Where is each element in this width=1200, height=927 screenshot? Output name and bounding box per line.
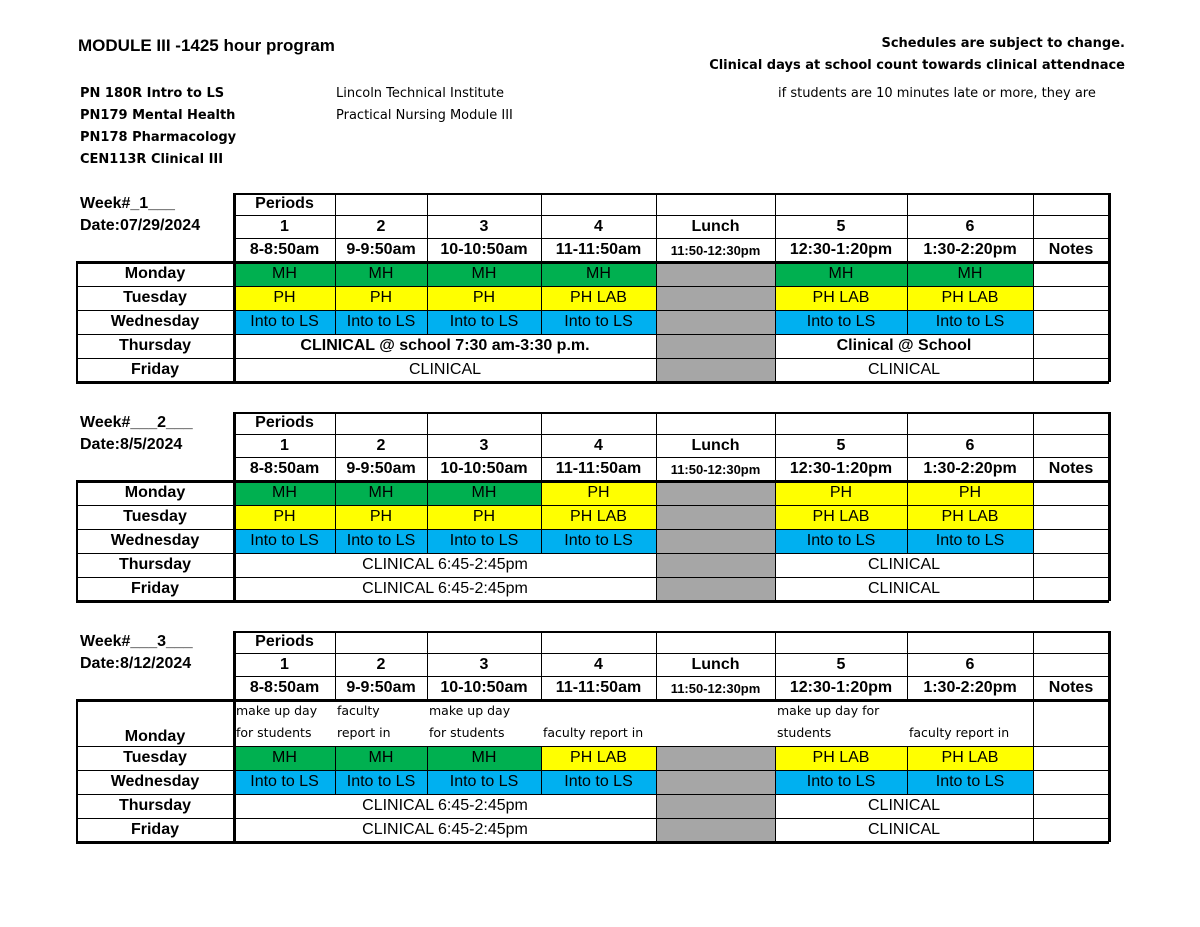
- grid-line: [76, 529, 1109, 530]
- day-label: Wednesday: [110, 313, 200, 330]
- grid-line: [656, 818, 657, 842]
- grid-line: [76, 699, 78, 842]
- period-number: 2: [376, 436, 386, 454]
- day-label: Tuesday: [123, 508, 187, 525]
- grid-line: [76, 770, 1109, 771]
- period-time: 12:30-1:20pm: [789, 241, 893, 258]
- grid-line: [907, 505, 908, 529]
- class-cell: PH LAB: [775, 505, 907, 529]
- class-cell: PH LAB: [907, 286, 1033, 310]
- period-time: 11:50-12:30pm: [670, 242, 761, 258]
- period-time: 9-9:50am: [346, 241, 416, 258]
- class-cell: PH: [541, 481, 656, 505]
- period-time: 11-11:50am: [555, 241, 642, 258]
- grid-line: [335, 505, 336, 529]
- class-cell: Into to LS: [907, 529, 1033, 553]
- program-name: Practical Nursing Module III: [336, 108, 513, 123]
- grid-line: [76, 261, 78, 382]
- period-number: 1: [280, 655, 289, 673]
- grid-line: [775, 481, 776, 505]
- class-cell: Into to LS: [775, 529, 907, 553]
- clinical-attendance-notice: Clinical days at school count towards clinical attendnace: [709, 58, 1125, 73]
- day-label: Thursday: [118, 337, 191, 354]
- periods-header: Periods: [255, 633, 314, 650]
- monday-note: make up day: [429, 703, 511, 718]
- clinical-afternoon: CLINICAL: [867, 797, 941, 814]
- grid-line: [775, 286, 776, 310]
- period-number: 5: [836, 655, 846, 673]
- class-cell: Into to LS: [775, 770, 907, 794]
- period-time: 10-10:50am: [440, 241, 528, 258]
- clinical-morning: CLINICAL 6:45-2:45pm: [362, 797, 528, 814]
- week-label: Week#_1___: [80, 195, 175, 212]
- grid-line: [427, 412, 428, 481]
- period-time: 10-10:50am: [440, 679, 528, 696]
- grid-line: [775, 358, 776, 382]
- grid-line: [656, 553, 657, 577]
- grid-line: [541, 310, 542, 334]
- period-number: 2: [376, 655, 386, 673]
- period-number: 5: [836, 436, 846, 454]
- day-label: Monday: [124, 265, 186, 282]
- grid-line: [541, 262, 542, 286]
- grid-line: [656, 746, 657, 770]
- grid-line: [234, 238, 1109, 239]
- grid-line: [656, 794, 657, 818]
- period-time: 11:50-12:30pm: [670, 680, 761, 696]
- class-cell: MH: [234, 262, 335, 286]
- period-time: 9-9:50am: [346, 460, 416, 477]
- period-time: 9-9:50am: [346, 679, 416, 696]
- class-cell: Into to LS: [234, 770, 335, 794]
- class-cell: MH: [775, 262, 907, 286]
- class-cell: MH: [234, 746, 335, 770]
- grid-line: [656, 770, 657, 794]
- grid-line: [656, 412, 657, 481]
- lunch-block: [656, 577, 775, 601]
- grid-line: [656, 358, 657, 382]
- week-label: Week#___3___: [80, 633, 193, 650]
- grid-line: [335, 770, 336, 794]
- class-cell: PH LAB: [775, 286, 907, 310]
- notes-header: Notes: [1048, 460, 1094, 477]
- grid-line: [76, 699, 1109, 702]
- day-label: Wednesday: [110, 773, 200, 790]
- period-number: 6: [965, 436, 975, 454]
- class-cell: PH: [775, 481, 907, 505]
- day-label: Tuesday: [123, 289, 187, 306]
- class-cell: MH: [427, 262, 541, 286]
- grid-line: [234, 631, 1109, 633]
- class-cell: PH: [335, 286, 427, 310]
- grid-line: [234, 215, 1109, 216]
- periods-header: Periods: [255, 195, 314, 212]
- grid-line: [541, 505, 542, 529]
- monday-note: faculty report in: [543, 725, 644, 740]
- class-cell: Into to LS: [427, 770, 541, 794]
- grid-line: [427, 529, 428, 553]
- class-cell: Into to LS: [775, 310, 907, 334]
- period-number: 4: [594, 217, 603, 235]
- day-label: Thursday: [118, 556, 191, 573]
- grid-line: [427, 481, 428, 505]
- week-date: Date:8/5/2024: [80, 436, 183, 453]
- day-label: Monday: [124, 728, 186, 745]
- class-cell: Into to LS: [335, 529, 427, 553]
- monday-note: for students: [429, 725, 505, 740]
- grid-line: [427, 310, 428, 334]
- period-number: Lunch: [691, 655, 740, 673]
- grid-line: [775, 529, 776, 553]
- grid-line: [234, 653, 1109, 654]
- clinical-afternoon: Clinical @ School: [836, 337, 972, 354]
- grid-line: [76, 818, 1109, 819]
- course-intro-ls: PN 180R Intro to LS: [80, 86, 225, 101]
- grid-line: [1108, 193, 1111, 382]
- class-cell: MH: [335, 481, 427, 505]
- clinical-morning: CLINICAL 6:45-2:45pm: [362, 580, 528, 597]
- grid-line: [76, 577, 1109, 578]
- grid-line: [76, 381, 1109, 384]
- period-number: 4: [594, 436, 603, 454]
- lunch-block: [656, 746, 775, 770]
- period-time: 8-8:50am: [249, 679, 320, 696]
- day-label: Wednesday: [110, 532, 200, 549]
- grid-line: [907, 412, 908, 481]
- period-time: 8-8:50am: [249, 460, 320, 477]
- grid-line: [907, 262, 908, 286]
- week-date: Date:07/29/2024: [80, 217, 201, 234]
- grid-line: [656, 577, 657, 601]
- schedule-notice: Schedules are subject to change.: [881, 36, 1125, 51]
- period-number: 1: [280, 217, 289, 235]
- period-time: 1:30-2:20pm: [923, 679, 1017, 696]
- grid-line: [775, 577, 776, 601]
- class-cell: PH: [427, 505, 541, 529]
- grid-line: [76, 553, 1109, 554]
- class-cell: MH: [541, 262, 656, 286]
- grid-line: [907, 286, 908, 310]
- grid-line: [1033, 412, 1034, 601]
- class-cell: Into to LS: [541, 770, 656, 794]
- grid-line: [335, 412, 336, 481]
- class-cell: Into to LS: [335, 770, 427, 794]
- grid-line: [234, 676, 1109, 677]
- lunch-block: [656, 505, 775, 529]
- grid-line: [775, 631, 776, 700]
- grid-line: [1033, 631, 1034, 842]
- monday-note: students: [777, 725, 832, 740]
- lunch-block: [656, 262, 775, 286]
- period-number: 2: [376, 217, 386, 235]
- class-cell: PH LAB: [541, 286, 656, 310]
- grid-line: [233, 631, 236, 842]
- class-cell: MH: [427, 481, 541, 505]
- clinical-morning: CLINICAL @ school 7:30 am-3:30 p.m.: [300, 337, 590, 354]
- class-cell: PH LAB: [775, 746, 907, 770]
- grid-line: [656, 529, 657, 553]
- grid-line: [427, 286, 428, 310]
- lunch-block: [656, 818, 775, 842]
- class-cell: Into to LS: [234, 310, 335, 334]
- clinical-morning: CLINICAL 6:45-2:45pm: [362, 821, 528, 838]
- period-number: 3: [479, 655, 489, 673]
- grid-line: [907, 631, 908, 700]
- class-cell: PH: [907, 481, 1033, 505]
- monday-note: make up day: [236, 703, 318, 718]
- class-cell: PH: [234, 505, 335, 529]
- grid-line: [427, 262, 428, 286]
- grid-line: [541, 481, 542, 505]
- class-cell: Into to LS: [541, 310, 656, 334]
- grid-line: [76, 600, 1109, 603]
- grid-line: [76, 286, 1109, 287]
- grid-line: [76, 794, 1109, 795]
- institute-name: Lincoln Technical Institute: [336, 86, 504, 101]
- grid-line: [656, 286, 657, 310]
- clinical-afternoon: CLINICAL: [867, 361, 941, 378]
- course-clinical: CEN113R Clinical III: [80, 152, 224, 167]
- class-cell: Into to LS: [907, 770, 1033, 794]
- period-number: Lunch: [691, 436, 740, 454]
- grid-line: [907, 193, 908, 262]
- grid-line: [335, 529, 336, 553]
- grid-line: [335, 746, 336, 770]
- period-number: 6: [965, 655, 975, 673]
- grid-line: [335, 193, 336, 262]
- grid-line: [541, 193, 542, 262]
- grid-line: [541, 412, 542, 481]
- period-time: 8-8:50am: [249, 241, 320, 258]
- grid-line: [76, 841, 1109, 844]
- day-label: Tuesday: [123, 749, 187, 766]
- grid-line: [907, 770, 908, 794]
- clinical-afternoon: CLINICAL: [867, 821, 941, 838]
- grid-line: [1108, 631, 1111, 842]
- period-time: 1:30-2:20pm: [923, 460, 1017, 477]
- grid-line: [335, 310, 336, 334]
- grid-line: [335, 262, 336, 286]
- class-cell: PH LAB: [907, 505, 1033, 529]
- clinical-morning: CLINICAL 6:45-2:45pm: [362, 556, 528, 573]
- grid-line: [76, 480, 1109, 483]
- grid-line: [656, 262, 657, 286]
- week-label: Week#___2___: [80, 414, 193, 431]
- period-time: 12:30-1:20pm: [789, 679, 893, 696]
- period-number: 3: [479, 217, 489, 235]
- grid-line: [76, 358, 1109, 359]
- grid-line: [76, 480, 78, 601]
- lunch-block: [656, 286, 775, 310]
- class-cell: Into to LS: [541, 529, 656, 553]
- period-time: 11:50-12:30pm: [670, 461, 761, 477]
- lunch-block: [656, 794, 775, 818]
- lunch-block: [656, 770, 775, 794]
- lunch-block: [656, 481, 775, 505]
- day-label: Thursday: [118, 797, 191, 814]
- grid-line: [775, 818, 776, 842]
- grid-line: [775, 746, 776, 770]
- grid-line: [427, 193, 428, 262]
- grid-line: [76, 746, 1109, 747]
- grid-line: [335, 631, 336, 700]
- period-number: 5: [836, 217, 846, 235]
- page-title: MODULE III -1425 hour program: [78, 36, 335, 55]
- period-number: 6: [965, 217, 975, 235]
- course-pharmacology: PN178 Pharmacology: [80, 130, 237, 145]
- class-cell: PH LAB: [541, 746, 656, 770]
- grid-line: [1033, 193, 1034, 382]
- class-cell: PH LAB: [541, 505, 656, 529]
- grid-line: [233, 193, 236, 382]
- lunch-block: [656, 553, 775, 577]
- period-time: 10-10:50am: [440, 460, 528, 477]
- period-number: 3: [479, 436, 489, 454]
- class-cell: PH LAB: [907, 746, 1033, 770]
- grid-line: [775, 505, 776, 529]
- grid-line: [335, 286, 336, 310]
- lunch-block: [656, 310, 775, 334]
- day-label: Friday: [130, 361, 179, 378]
- week-date: Date:8/12/2024: [80, 655, 192, 672]
- class-cell: MH: [907, 262, 1033, 286]
- grid-line: [76, 505, 1109, 506]
- day-label: Friday: [130, 580, 179, 597]
- class-cell: Into to LS: [335, 310, 427, 334]
- grid-line: [775, 770, 776, 794]
- day-label: Friday: [130, 821, 179, 838]
- grid-line: [907, 746, 908, 770]
- lunch-block: [656, 334, 775, 358]
- grid-line: [541, 286, 542, 310]
- grid-line: [76, 310, 1109, 311]
- grid-line: [656, 310, 657, 334]
- monday-note: make up day for: [777, 703, 880, 718]
- grid-line: [234, 434, 1109, 435]
- grid-line: [541, 746, 542, 770]
- class-cell: MH: [335, 746, 427, 770]
- monday-note: report in: [337, 725, 391, 740]
- period-number: 1: [280, 436, 289, 454]
- notes-header: Notes: [1048, 241, 1094, 258]
- clinical-afternoon: CLINICAL: [867, 556, 941, 573]
- class-cell: MH: [427, 746, 541, 770]
- class-cell: Into to LS: [427, 529, 541, 553]
- notes-header: Notes: [1048, 679, 1094, 696]
- grid-line: [907, 529, 908, 553]
- grid-line: [775, 412, 776, 481]
- grid-line: [656, 193, 657, 262]
- grid-line: [335, 481, 336, 505]
- grid-line: [775, 553, 776, 577]
- monday-note: faculty report in: [909, 725, 1010, 740]
- grid-line: [775, 794, 776, 818]
- grid-line: [234, 457, 1109, 458]
- grid-line: [427, 631, 428, 700]
- grid-line: [775, 262, 776, 286]
- class-cell: MH: [234, 481, 335, 505]
- day-label: Monday: [124, 484, 186, 501]
- grid-line: [541, 631, 542, 700]
- periods-header: Periods: [255, 414, 314, 431]
- grid-line: [541, 529, 542, 553]
- period-number: 4: [594, 655, 603, 673]
- grid-line: [775, 310, 776, 334]
- class-cell: Into to LS: [427, 310, 541, 334]
- late-policy-notice: if students are 10 minutes late or more, they are: [778, 86, 1096, 101]
- period-time: 11-11:50am: [555, 460, 642, 477]
- class-cell: Into to LS: [234, 529, 335, 553]
- period-time: 11-11:50am: [555, 679, 642, 696]
- grid-line: [907, 310, 908, 334]
- grid-line: [76, 261, 1109, 264]
- clinical-morning: CLINICAL: [408, 361, 482, 378]
- grid-line: [76, 334, 1109, 335]
- grid-line: [656, 481, 657, 505]
- grid-line: [541, 770, 542, 794]
- grid-line: [234, 412, 1109, 414]
- period-time: 12:30-1:20pm: [789, 460, 893, 477]
- course-mental-health: PN179 Mental Health: [80, 108, 236, 123]
- grid-line: [1108, 412, 1111, 601]
- class-cell: MH: [335, 262, 427, 286]
- period-number: Lunch: [691, 217, 740, 235]
- grid-line: [656, 505, 657, 529]
- class-cell: PH: [335, 505, 427, 529]
- grid-line: [233, 412, 236, 601]
- lunch-block: [656, 358, 775, 382]
- class-cell: Into to LS: [907, 310, 1033, 334]
- grid-line: [907, 481, 908, 505]
- class-cell: PH: [427, 286, 541, 310]
- clinical-afternoon: CLINICAL: [867, 580, 941, 597]
- grid-line: [427, 746, 428, 770]
- grid-line: [775, 334, 776, 358]
- grid-line: [234, 193, 1109, 195]
- grid-line: [656, 631, 657, 700]
- monday-note: faculty: [337, 703, 380, 718]
- grid-line: [775, 193, 776, 262]
- class-cell: PH: [234, 286, 335, 310]
- grid-line: [656, 334, 657, 358]
- grid-line: [427, 770, 428, 794]
- lunch-block: [656, 529, 775, 553]
- grid-line: [427, 505, 428, 529]
- monday-note: for students: [236, 725, 312, 740]
- period-time: 1:30-2:20pm: [923, 241, 1017, 258]
